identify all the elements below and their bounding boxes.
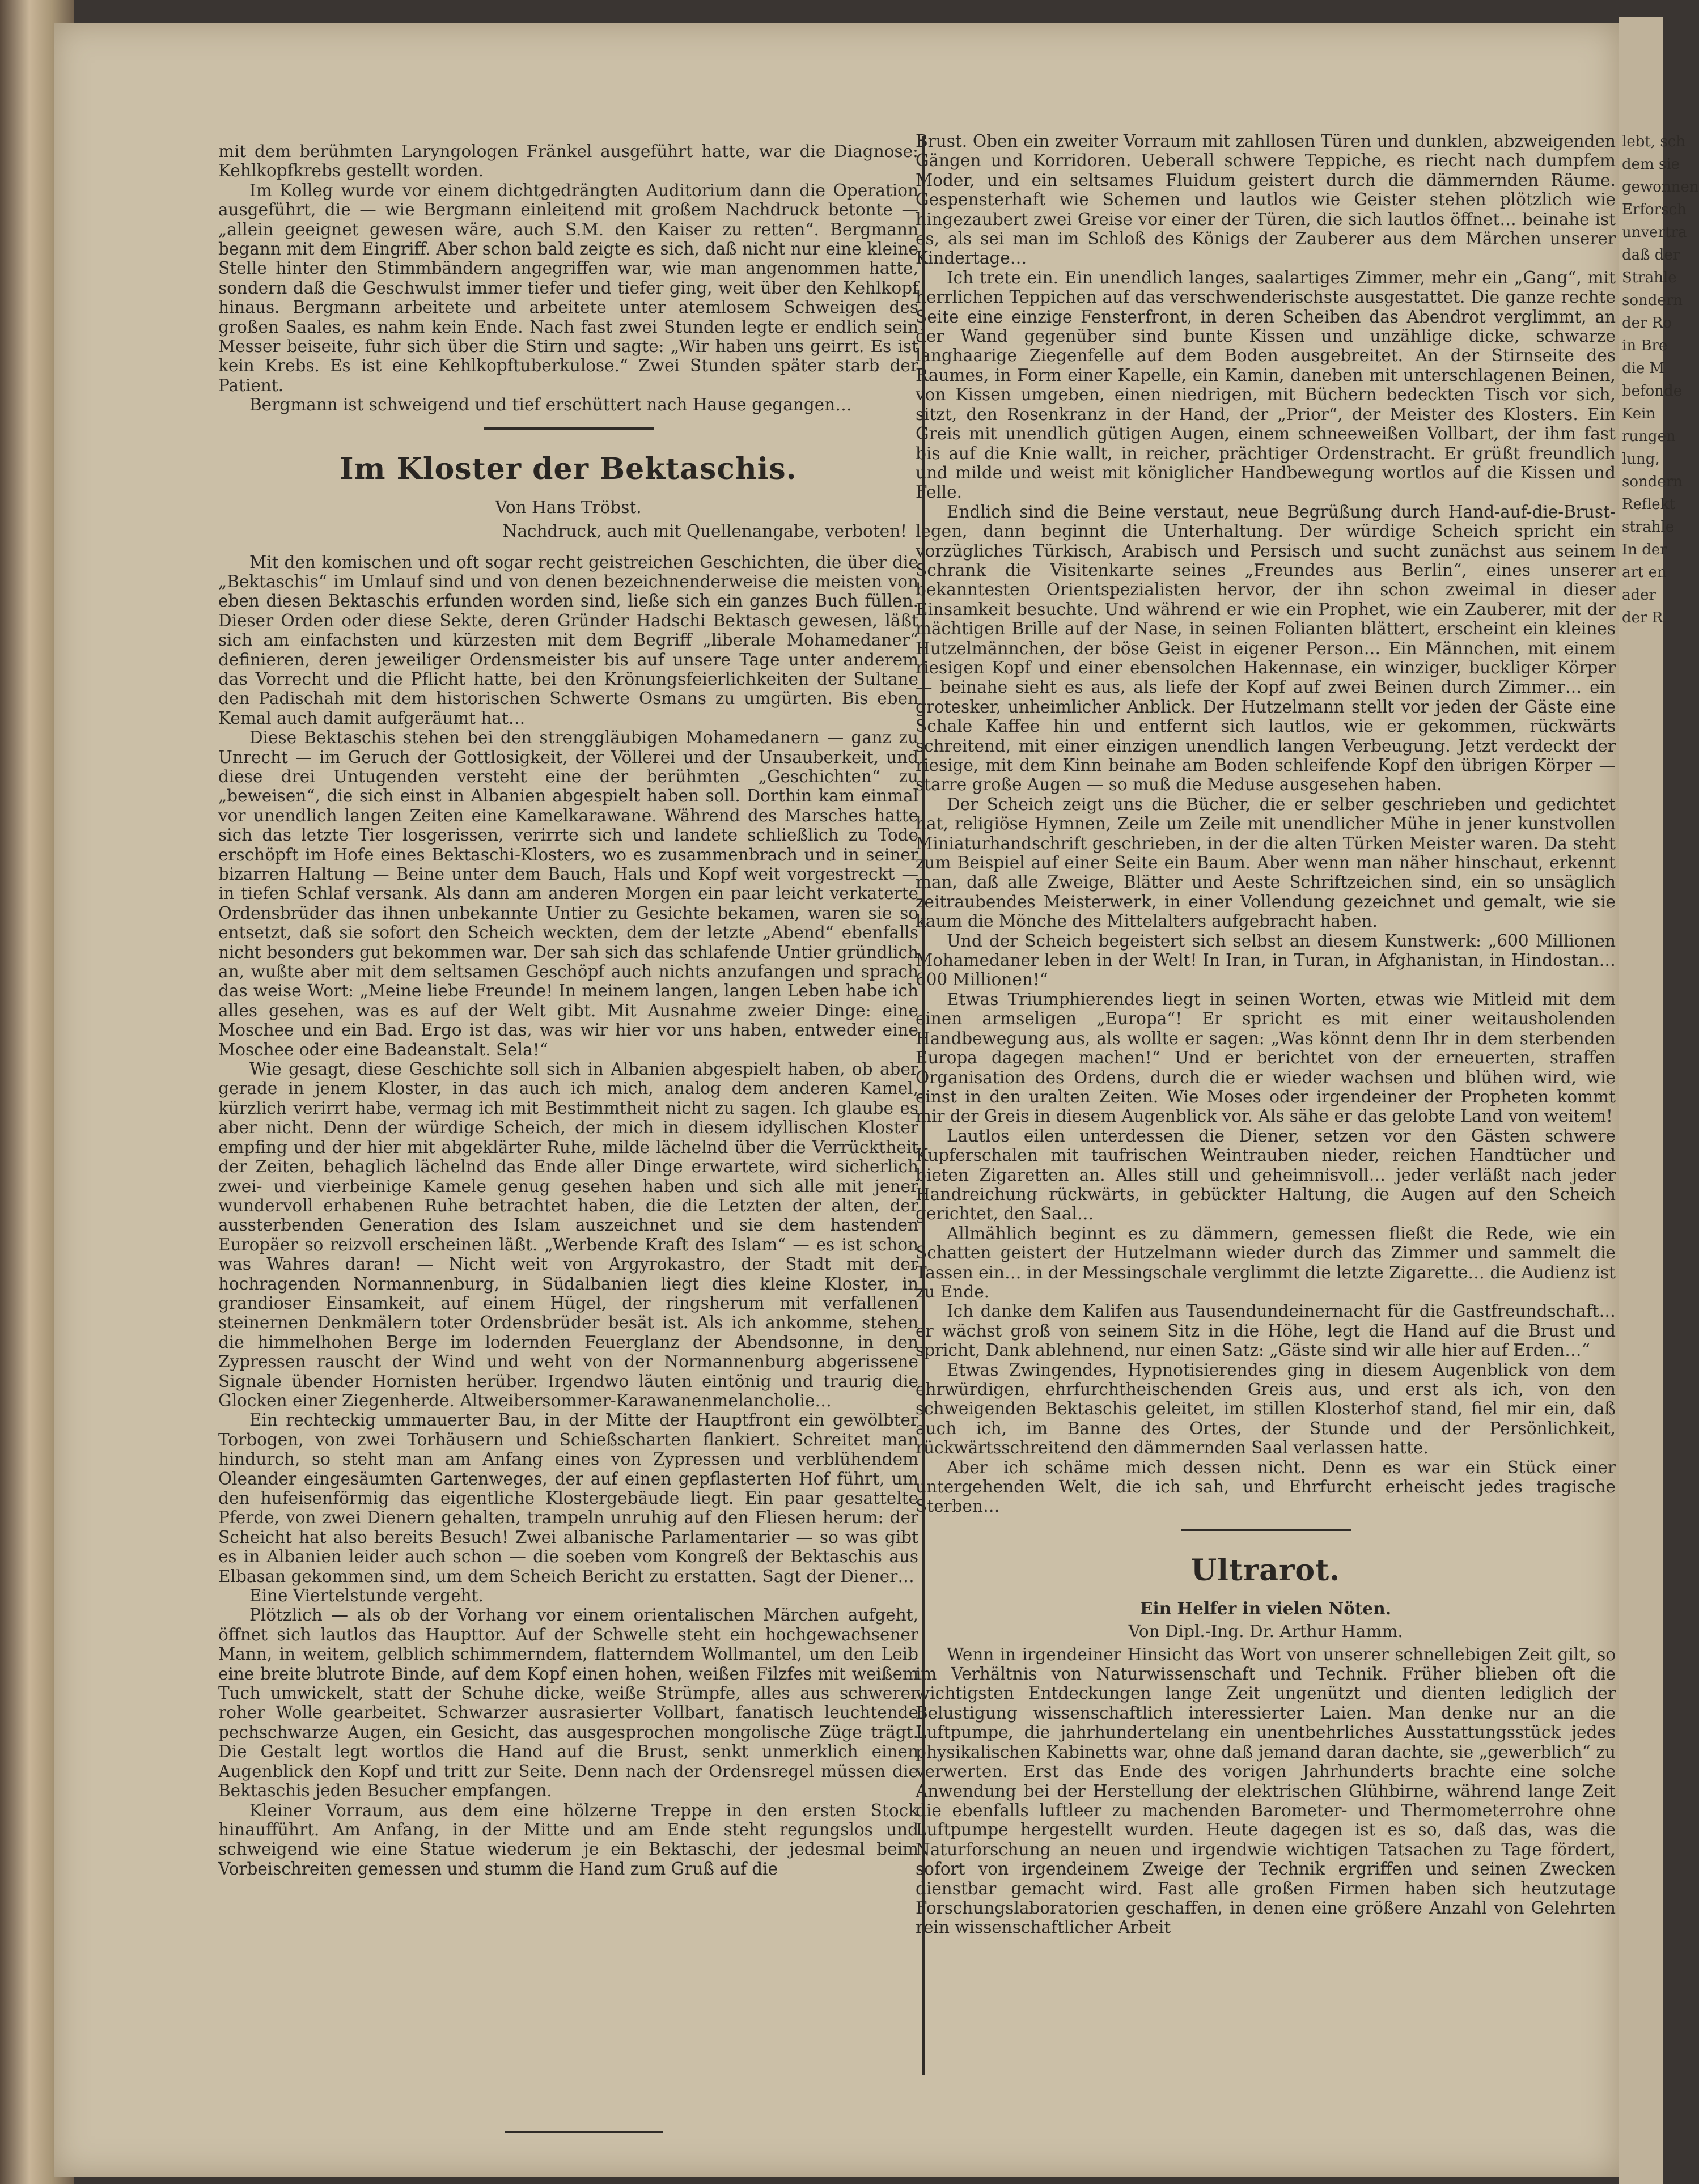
paragraph: Ich danke dem Kalifen aus Tausendundeinernacht für die Gastfreundschaft… er wächst groß von seinem Sitz in die Höhe, legt die Hand auf die Brust und spricht, Dank ablehnend, nur einen Satz: „Gäste sind wir alle hier auf Erden…“ (916, 1301, 1616, 1360)
stub-line: lebt, sch (1622, 133, 1685, 150)
stub-line: daß der (1622, 247, 1680, 264)
paragraph: Wenn in irgendeiner Hinsicht das Wort von unserer schnellebigen Zeit gilt, so im Verhältnis von Naturwissenschaft und Technik. Früher blieben oft die wichtigsten Entdeckungen lange Zeit ungenützt und dienten lediglich der Belustigung wissenschaftlich interessierter Laien. Man denke nur an die Luftpumpe, die jahrhundertelang ein unentbehrliches Ausstattungsstück jedes physikalischen Kabinetts war, ohne daß jemand daran dachte, sie „gewerblich“ zu verwerten. Erst das Ende des vorigen Jahrhunderts brachte eine solche Anwendung bei der Herstellung der elektrischen Glühbirne, während lange Zeit die ebenfalls luftleer zu machenden Barometer- und Thermometerrohre ohne Luftpumpe hergestellt wurden. Heute dagegen ist es so, daß das, was die Naturforschung an neuen und irgendwie wichtigen Tatsachen zu Tage fördert, sofort von irgendeinem Zweige der Technik ergriffen und seinen Zwecken dienstbar gemacht wird. Fast alle großen Firmen haben sich heutzutage Forschungslaboratorien geschaffen, in denen eine größere Anzahl von Gelehrten rein wissenschaftlicher Arbeit (916, 1644, 1616, 1937)
article2-title: Ultrarot. (1190, 1553, 1341, 1588)
paragraph: Im Kolleg wurde vor einem dichtgedrängten Auditorium dann die Operation ausgeführt, die — wie Bergmann einleitend mit großem Nachdruck betonte — „allein geeignet gewesen wäre, auch S.M. den Kaiser zu retten“. Bergmann begann mit dem Eingriff. Aber schon bald zeigte es sich, daß nicht nur eine kleine Stelle hinter den Stimmbändern angegriffen war, wie man angenommen hatte, sondern daß die Geschwulst immer tiefer und tiefer ging, weit über den Kehlkopf hinaus. Bergmann arbeitete und arbeitete unter atemlosem Schweigen des großen Saales, es nahm kein Ende. Nach fast zwei Stunden legte er endlich sein Messer beiseite, fuhr sich über die Stirn und sagte: „Wir haben uns geirrt. Es ist kein Krebs. Es ist eine Kehlkopftuberkulose.“ Zwei Stunden später starb der Patient. (218, 180, 918, 395)
paragraph: Etwas Zwingendes, Hypnotisierendes ging in diesem Augenblick von dem ehrwürdigen, ehrfurchtheischenden Greis aus, und erst als ich, von den schweigenden Bektaschis geleitet, im stillen Klosterhof stand, fiel mir ein, daß auch ich, im Banne des Ortes, der Stunde und der Persönlichkeit, rückwärtsschreitend den dämmernden Saal verlassen hatte. (916, 1360, 1616, 1458)
stub-line: strahle (1622, 519, 1675, 536)
paragraph: Allmählich beginnt es zu dämmern, gemessen fließt die Rede, wie ein Schatten geistert der Hutzelmann wieder durch das Zimmer und sammelt die Tassen ein… in der Messingschale verglimmt die letzte Zigarette… die Audienz ist zu Ende. (916, 1223, 1616, 1301)
paragraph: Ein rechteckig ummauerter Bau, in der Mitte der Hauptfront ein gewölbter Torbogen, von zwei Torhäusern und Schießscharten flankiert. Schreitet man hindurch, so steht man am Anfang eines von Zypressen und verblühendem Oleander eingesäumten Gartenweges, der auf einen gepflasterten Hof führt, um den hufeisenförmig das eigentliche Klostergebäude liegt. Ein paar gesattelte Pferde, von zwei Dienern gehalten, trampeln unruhig auf den Fliesen herum: der Scheicht hat also bereits Besuch! Zwei albanische Parlamentarier — so was gibt es in Albanien leider auch schon — die soeben vom Kongreß der Bektaschis aus Elbasan gekommen sind, um dem Scheich Bericht zu erstatten. Sagt der Diener… (218, 1410, 918, 1586)
article-separator (484, 427, 654, 430)
article2-subtitle: Ein Helfer in vielen Nöten. (1139, 1598, 1392, 1618)
paragraph: Bergmann ist schweigend und tief erschüttert nach Hause gegangen… (249, 395, 852, 415)
article-byline: Von Hans Tröbst. (495, 497, 642, 517)
paragraph: mit dem berühmten Laryngologen Fränkel ausgeführt hatte, war die Diagnose: Kehlkopfkrebs gestellt worden. (218, 142, 918, 181)
stub-line: der Ro (1622, 315, 1672, 332)
next-page-stub-text (1619, 17, 1699, 629)
left-column (218, 142, 918, 1878)
reprint-note: Nachdruck, auch mit Quellenangabe, verboten! (502, 521, 907, 541)
paragraph: Und der Scheich begeistert sich selbst an diesem Kunstwerk: „600 Millionen Mohamedaner leben in der Welt! In Iran, in Turan, in Afghanistan, in Hindostan… 600 Millionen!“ (916, 931, 1616, 990)
article-body (218, 553, 918, 1879)
stub-line: lung, (1622, 451, 1660, 468)
stub-line: ader (1622, 587, 1656, 604)
stub-line: gewonnen (1622, 179, 1699, 196)
article-body-continued (916, 132, 1616, 1516)
paragraph: Eine Viertelstunde vergeht. (249, 1586, 484, 1606)
paragraph: Aber ich schäme mich dessen nicht. Denn es war ein Stück einer untergehenden Welt, die ich sah, und Ehrfurcht erheischt jedes tragische Sterben… (916, 1457, 1616, 1516)
paragraph: Endlich sind die Beine verstaut, neue Begrüßung durch Hand-auf-die-Brust-legen, dann beginnt die Unterhaltung. Der würdige Scheich spricht ein vorzügliches Türkisch, Arabisch und Persisch und sucht zunächst aus seinem Schrank die Visitenkarte seines „Freundes aus Berlin“, eines unserer bekanntesten Orientspezialisten hervor, der ihn schon zweimal in dieser Einsamkeit besuchte. Und während er wie ein Prophet, wie ein Zauberer, mit der mächtigen Brille auf der Nase, in seinen Folianten blättert, erscheint ein kleines Hutzelmännchen, der böse Geist in eigener Person… Ein Männchen, mit einem riesigen Kopf und einer ebensolchen Hakennase, ein winziger, buckliger Körper — beinahe sieht es aus, als liefe der Kopf auf zwei Beinen durch Zimmer… ein grotesker, unheimlicher Anblick. Der Hutzelmann stellt vor jeden der Gäste eine Schale Kaffee hin und entfernt sich lautlos, wie er gekommen, rückwärts schreitend, mit einer einzigen unendlich langen Verbeugung. Jetzt verdeckt der riesige, mit dem Kinn beinahe am Boden schleifende Kopf den übrigen Körper — starre große Augen — so muß die Meduse ausgesehen haben. (916, 502, 1616, 795)
stub-line: Kein (1622, 405, 1656, 422)
stub-line: Reflekt (1622, 496, 1675, 513)
paragraph: Etwas Triumphierendes liegt in seinen Worten, etwas wie Mitleid mit dem einen armseligen „Europa“! Er spricht es mit einer weitausholenden Handbewegung aus, als wollte er sagen: „Was könnt denn Ihr in dem sterbenden Europa dagegen machen!“ Und er berichtet von der erneuerten, straffen Organisation des Ordens, durch die er wieder wachsen und blühen wird, wie einst in den uralten Zeiten. Wie Moses oder irgendeiner der Propheten kommt mir der Greis in diesem Augenblick vor. Als sähe er das gelobte Land von weitem! (916, 989, 1616, 1126)
paragraph: Ich trete ein. Ein unendlich langes, saalartiges Zimmer, mehr ein „Gang“, mit herrlichen Teppichen auf das verschwenderischste ausgestattet. Die ganze rechte Seite eine einzige Fensterfront, in deren Scheiben das Abendrot verglimmt, an der Wand gegenüber sind bunte Kissen und unzählige dicke, schwarze langhaarige Ziegenfelle auf dem Boden ausgebreitet. An der Stirnseite des Raumes, in Form einer Kapelle, ein Kamin, daneben mit unterschlagenen Beinen, von Kissen umgeben, einen niedrigen, mit Büchern bedeckten Tisch vor sich, sitzt, den Rosenkranz in der Hand, der „Prior“, der Meister des Klosters. Ein Greis mit unendlich gütigen Augen, einem schneeweißen Vollbart, der ihm fast bis auf die Knie wallt, in reicher, prächtiger Ordenstracht. Er grüßt freundlich und milde und weist mit königlicher Handbewegung wortlos auf die Kissen und Felle. (916, 268, 1616, 502)
stub-line: sondern (1622, 473, 1683, 490)
next-page-edge (1619, 17, 1699, 2184)
stub-line: unvertra (1622, 224, 1687, 241)
stub-line: Strahle (1622, 269, 1677, 286)
bottom-rule (505, 2131, 663, 2133)
paragraph: Lautlos eilen unterdessen die Diener, setzen vor den Gästen schwere Kupferschalen mit taufrischen Weintrauben nieder, reichen Handtücher und bieten Zigaretten an. Alles still und geheimnisvoll… jeder verläßt nach jeder Handreichung rückwärts, in gebückter Haltung, die Augen auf den Scheich gerichtet, den Saal… (916, 1126, 1616, 1224)
stub-line: sondern (1622, 292, 1683, 309)
paragraph: Brust. Oben ein zweiter Vorraum mit zahllosen Türen und dunklen, abzweigenden Gängen und Korridoren. Ueberall schwere Teppiche, es riecht nach dumpfem Moder, und ein seltsames Fluidum geistert durch die dämmernden Räume. Gespensterhaft wie Schemen und lautlos wie Geister stehen plötzlich wie hingezaubert zwei Greise vor einer der Türen, die sich lautlos öffnet… beinahe ist es, als sei man im Schloß des Königs der Zauberer aus dem Märchen unserer Kindertage… (916, 132, 1616, 268)
stub-line: der R (1622, 609, 1663, 626)
paragraph: Kleiner Vorraum, aus dem eine hölzerne Treppe in den ersten Stock hinaufführt. Am Anfang, in der Mitte und am Ende steht regungslos und schweigend wie eine Statue wiederum je ein Bektaschi, der jedesmal beim Vorbeischreiten gemessen und stumm die Hand zum Gruß auf die (218, 1800, 918, 1878)
right-column (916, 132, 1616, 1937)
paragraph: Diese Bektaschis stehen bei den strenggläubigen Mohamedanern — ganz zu Unrecht — im Geruch der Gottlosigkeit, der Völlerei und der Unsauberkeit, und diese drei Untugenden versteht eine der berühmten „Geschichten“ zu „beweisen“, die sich einst in Albanien abgespielt haben soll. Dorthin kam einmal vor unendlich langen Zeiten eine Kamelkarawane. Während des Marsches hatte sich das letzte Tier losgerissen, verirrte sich und landete schließlich zu Tode erschöpft im Hofe eines Bektaschi-Klosters, wo es zusammenbrach und in seiner bizarren Haltung — Beine unter dem Bauch, Hals und Kopf weit vorgestreckt — in tiefen Schlaf versank. Als dann am anderen Morgen ein paar leicht verkaterte Ordensbrüder das ihnen unbekannte Untier zu Gesichte bekamen, waren sie so entsetzt, daß sie sofort den Scheich weckten, dem der letzte „Abend“ ebenfalls nicht besonders gut bekommen war. Der sah sich das schlafende Untier gründlich an, wußte aber mit dem seltsamen Geschöpf auch nichts anzufangen und sprach das weise Wort: „Meine liebe Freunde! In meinem langen, langen Leben habe ich alles gesehen, was es auf der Welt gibt. Mit Ausnahme zweier Dinge: eine Moschee und ein Bad. Ergo ist das, was wir hier vor uns haben, entweder eine Moschee oder eine Badeanstalt. Sela!“ (218, 728, 918, 1059)
stub-line: dem sie (1622, 156, 1680, 173)
article2-byline: Von Dipl.-Ing. Dr. Arthur Hamm. (1128, 1622, 1403, 1642)
continuation-text (218, 142, 918, 415)
paragraph: Mit den komischen und oft sogar recht geistreichen Geschichten, die über die „Bektaschis“ im Umlauf sind und von denen bezeichnenderweise die meisten von eben diesen Bektaschis erfunden worden sind, ließe sich ein ganzes Buch füllen. Dieser Orden oder diese Sekte, deren Gründer Hadschi Bektasch gewesen, läßt sich am einfachsten und kürzesten mit dem Begriff „liberale Mohamedaner“ definieren, deren jeweiliger Ordensmeister bis auf unsere Tage unter anderem das Vorrecht und die Pflicht hatte, bei den Krönungsfeierlichkeiten der Sultane den Padischah mit dem historischen Schwerte Osmans zu umgürten. Bis eben Kemal auch damit aufgeräumt hat… (218, 552, 918, 728)
article-separator (1181, 1529, 1351, 1531)
article-title: Im Kloster der Bektaschis. (340, 451, 797, 486)
paragraph: Der Scheich zeigt uns die Bücher, die er selber geschrieben und gedichtet hat, religiöse Hymnen, Zeile um Zeile mit unendlicher Mühe in jener kunstvollen Miniaturhandschrift geschrieben, in der die alten Türken Meister waren. Da steht zum Beispiel auf einer Seite ein Baum. Aber wenn man näher hinschaut, erkennt man, daß alle Zweige, Blätter und Aeste Schriftzeichen sind, ein so unsäglich zeitraubendes Meisterwerk, in einer Vollendung gezeichnet und gemalt, wie sie kaum die Mönche des Mittelalters aufgebracht haben. (916, 794, 1616, 931)
stub-line: befonde (1622, 383, 1683, 400)
paragraph: Plötzlich — als ob der Vorhang vor einem orientalischen Märchen aufgeht, öffnet sich lautlos das Haupttor. Auf der Schwelle steht ein hochgewachsener Mann, in weitem, gelblich schimmerndem, flatterndem Wollmantel, um den Leib eine breite blutrote Binde, auf dem Kopf einen hohen, weißen Filzfes mit weißem Tuch umwickelt, statt der Schuhe dicke, weiße Strümpfe, alles aus schwerer roher Wolle gearbeitet. Schwarzer ausrasierter Vollbart, fanatisch leuchtende pechschwarze Augen, ein Gesicht, das ausgesprochen mongolische Züge trägt. Die Gestalt legt wortlos die Hand auf die Brust, senkt unmerklich einen Augenblick den Kopf und tritt zur Seite. Denn nach der Ordensregel müssen die Bektaschis jeden Besucher empfangen. (218, 1605, 918, 1801)
stub-line: art en (1622, 564, 1667, 581)
article2-body (916, 1645, 1616, 1937)
paragraph: Wie gesagt, diese Geschichte soll sich in Albanien abgespielt haben, ob aber gerade in jenem Kloster, in das auch ich mich, analog dem anderen Kamel, kürzlich verirrt habe, vermag ich mit Bestimmtheit nicht zu sagen. Ich glaube es aber nicht. Denn der würdige Scheich, der mich in diesem idyllischen Kloster empfing und der hier mit abgeklärter Ruhe, milde lächelnd über die Verrücktheit der Zeiten, behaglich lächelnd das Ende aller Dinge erwartete, wird sicherlich zwei- und vierbeinige Kamele genug gesehen haben und sich alle mit jener wundervoll erhabenen Ruhe betrachtet haben, die die Letzten der alten, der aussterbenden Generation des Islam auszeichnet und sie dem hastenden Europäer so reizvoll erscheinen läßt. „Werbende Kraft des Islam“ — es ist schon was Wahres daran! — Nicht weit von Argyrokastro, der Stadt mit der hochragenden Normannenburg, in Südalbanien liegt dies kleine Kloster, in grandioser Einsamkeit, auf einem Hügel, der ringsherum mit verfallenen steinernen Denkmälern toter Ordensbrüder besät ist. Als ich ankomme, stehen die himmelhohen Berge im lodernden Feuerglanz der Abendsonne, in den Zypressen rauscht der Wind und weht von der Normannenburg abgerissene Signale übender Hornisten herüber. Irgendwo läuten eintönig und traurig die Glocken einer Ziegenherde. Altweibersommer-Karawanenmelancholie… (218, 1059, 918, 1410)
stub-line: die M (1622, 360, 1665, 377)
stub-line: In der (1622, 541, 1667, 558)
stub-line: rungen (1622, 428, 1676, 445)
stub-line: in Bre (1622, 337, 1668, 354)
stub-line: Erforsch (1622, 201, 1687, 218)
